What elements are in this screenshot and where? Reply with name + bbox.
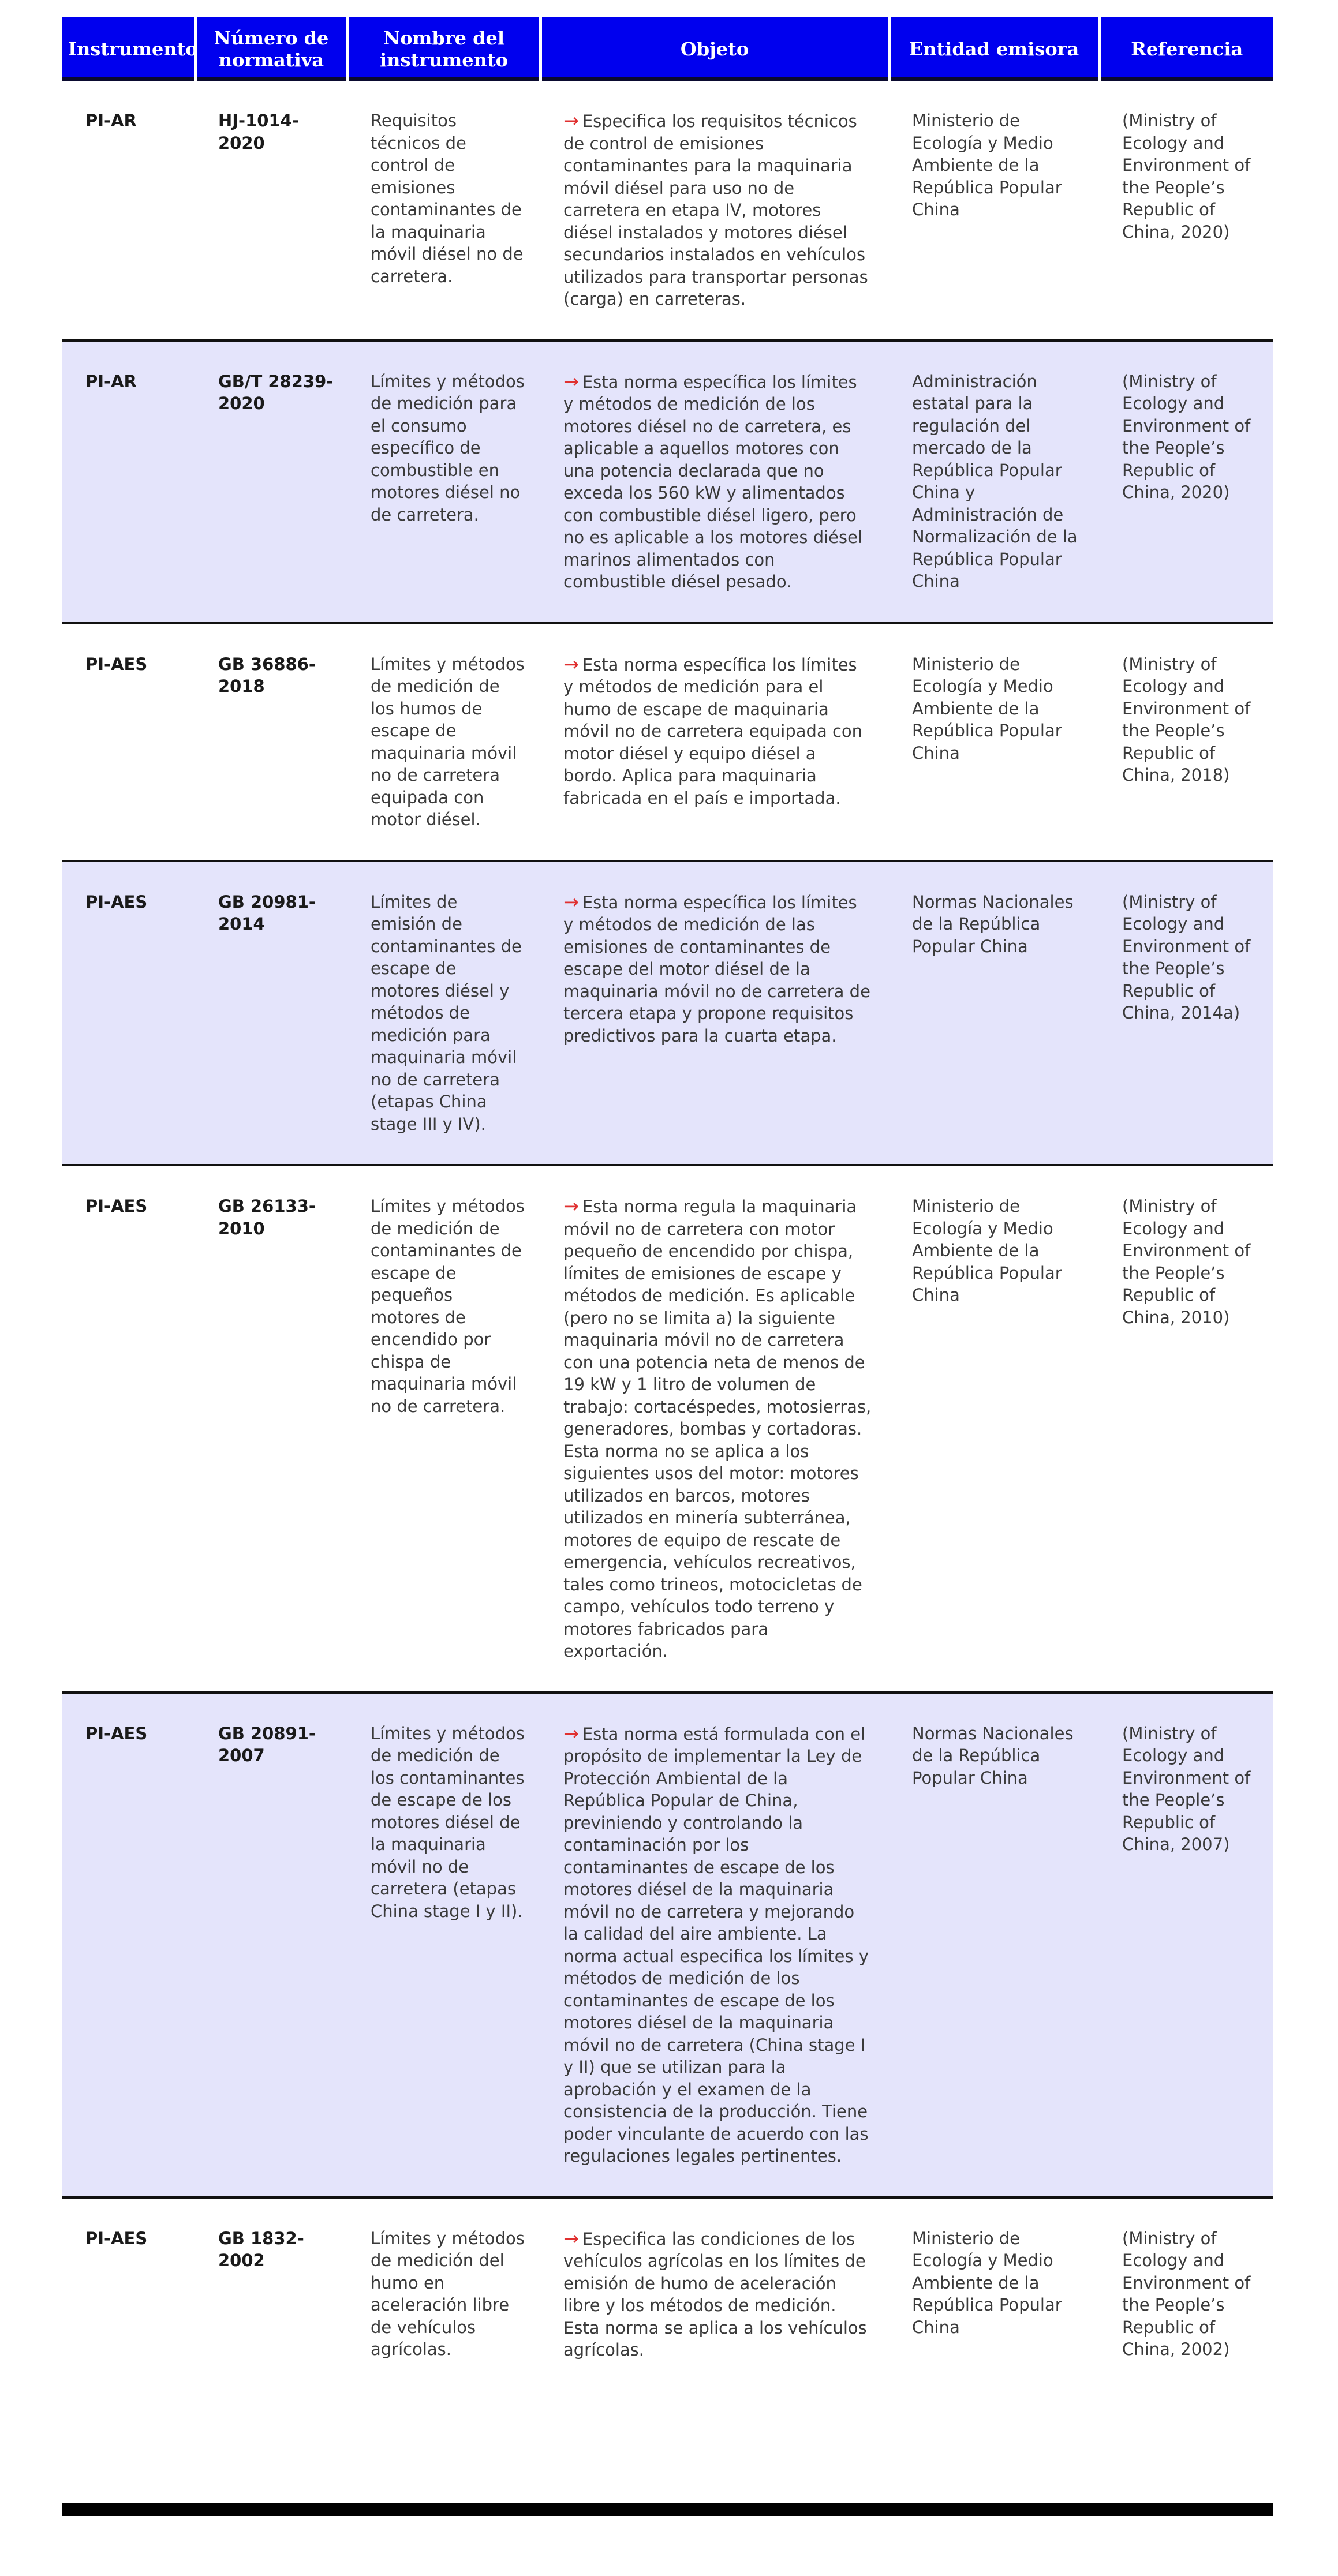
cell-objeto [540, 1693, 889, 2197]
objeto-text: Esta norma específica los límites y métodos de medición de los motores diésel no de carretera, es aplicable a aquellos motores con una potencia declarada que no exceda los 560 kW y alimentados con combustible diésel ligero, pero no es aplicable a los motores diésel marinos alimentados con combustible diésel pesado. [563, 372, 863, 591]
cell-instrumento: PI-AES [62, 623, 195, 861]
cell-nombre: Límites y métodos de medición de contaminantes de escape de pequeños motores de encendido por chispa de maquinaria móvil no de carretera. [347, 1165, 540, 1693]
cell-objeto [540, 1165, 889, 1693]
cell-entidad: Ministerio de Ecología y Medio Ambiente de la República Popular China [912, 2228, 1062, 2337]
table-row [62, 81, 1273, 340]
table-header [62, 17, 1273, 81]
arrow-right-icon: → [563, 2227, 579, 2249]
cell-instrumento: PI-AR [62, 81, 195, 340]
cell-entidad: Normas Nacionales de la República Popular China [889, 861, 1099, 1166]
cell-nombre: Límites y métodos de medición de los contaminantes de escape de los motores diésel de la maquinaria móvil no de carretera (etapas China stage I y II). [347, 1693, 540, 2197]
objeto-text: Especifica los requisitos técnicos de control de emisiones contaminantes para la maquinaria móvil diésel para uso no de carretera en etapa IV, motores diésel instalados y motores diésel secundarios instalados en vehículos utilizados para transportar personas (carga) en carreteras. [563, 111, 868, 309]
cell-nombre: Límites y métodos de medición para el consumo específico de combustible en motores diésel no de carretera. [347, 340, 540, 623]
table-body [62, 81, 1273, 2379]
cell-objeto [540, 861, 889, 1166]
cell-referencia: (Ministry of Ecology and Environment of the People’s Republic of China, 2014a) [1099, 861, 1273, 1166]
objeto-text: Esta norma regula la maquinaria móvil no de carretera con motor pequeño de encendido por chispa, límites de emisiones de escape y métodos de medición. Es aplicable (pero no se limita a) la siguiente maquinaria móvil no de carretera con una potencia neta de menos de 19 kW y 1 litro de volumen de trabajo: cortacéspedes, motosierras, generadores, bombas y cortadoras. Esta norma no se aplica a los siguientes usos del motor: motores utilizados en barcos, motores utilizados en minería subterránea, motores de equipo de rescate de emergencia, vehículos recreativos, tales como trineos, motocicletas de campo, vehículos todo terreno y motores fabricados para exportación. [563, 1197, 872, 1661]
header-nombre: Nombre del instrumento [347, 17, 540, 81]
arrow-right-icon: → [563, 890, 579, 913]
objeto-text: Esta norma específica los límites y métodos de medición de las emisiones de contaminantes de escape del motor diésel de la maquinaria móvil no de carretera de tercera etapa y propone requisitos predictivos para la cuarta etapa. [563, 892, 870, 1046]
header-numero: Número de normativa [195, 17, 347, 81]
table-row [62, 2197, 1273, 2379]
arrow-right-icon: → [563, 1722, 579, 1744]
cell-nombre: Límites y métodos de medición del humo en aceleración libre de vehículos agrícolas. [371, 2228, 525, 2359]
cell-numero: GB 20981-2014 [195, 861, 347, 1166]
cell-referencia: (Ministry of Ecology and Environment of the People’s Republic of China, 2010) [1099, 1165, 1273, 1693]
table-bottom-rule [62, 2503, 1273, 2516]
regulations-table [62, 17, 1273, 2379]
cell-numero: GB/T 28239-2020 [195, 340, 347, 623]
objeto-text: Especifica las condiciones de los vehículos agrícolas en los límites de emisión de humo de aceleración libre y los métodos de medición. Esta norma se aplica a los vehículos agrícolas. [563, 2229, 867, 2360]
cell-objeto [540, 340, 889, 623]
arrow-right-icon: → [563, 370, 579, 392]
header-instrumento: Instrumento [62, 17, 195, 81]
cell-numero: HJ-1014-2020 [195, 81, 347, 340]
cell-referencia: (Ministry of Ecology and Environment of the People’s Republic of China, 2002) [1122, 2228, 1251, 2359]
objeto-text: Esta norma está formulada con el propósito de implementar la Ley de Protección Ambiental de la República Popular de China, previniendo y controlando la contaminación por los contaminantes de escape de los motores diésel de la maquinaria móvil no de carretera y mejorando la calidad del aire ambiente. La norma actual especifica los límites y métodos de medición de los contaminantes de escape de los motores diésel de la maquinaria móvil no de carretera (China stage I y II) que se utilizan para la aprobación y el examen de la consistencia de la producción. Tiene poder vinculante de acuerdo con las regulaciones legales pertinentes. [563, 1724, 869, 2166]
table-row [62, 861, 1273, 1166]
objeto-text: Esta norma específica los límites y métodos de medición para el humo de escape de maquinaria móvil no de carretera equipada con motor diésel y equipo diésel a bordo. Aplica para maquinaria fabricada en el país e importada. [563, 654, 863, 808]
cell-instrumento: PI-AES [62, 1693, 195, 2197]
cell-numero: GB 1832-2002 [218, 2228, 304, 2270]
table-row [62, 340, 1273, 623]
cell-objeto [540, 81, 889, 340]
cell-objeto [540, 2197, 889, 2379]
cell-entidad: Ministerio de Ecología y Medio Ambiente de la República Popular China [889, 1165, 1099, 1693]
cell-referencia: (Ministry of Ecology and Environment of the People’s Republic of China, 2020) [1099, 340, 1273, 623]
header-row [62, 17, 1273, 81]
table-row [62, 1693, 1273, 2197]
cell-entidad: Ministerio de Ecología y Medio Ambiente de la República Popular China [889, 81, 1099, 340]
arrow-right-icon: → [563, 110, 579, 132]
header-referencia: Referencia [1099, 17, 1273, 81]
table-row [62, 1165, 1273, 1693]
cell-referencia: (Ministry of Ecology and Environment of the People’s Republic of China, 2007) [1099, 1693, 1273, 2197]
cell-entidad: Ministerio de Ecología y Medio Ambiente de la República Popular China [889, 623, 1099, 861]
cell-instrumento: PI-AES [85, 2228, 148, 2248]
cell-entidad: Normas Nacionales de la República Popular China [889, 1693, 1099, 2197]
cell-nombre: Límites de emisión de contaminantes de escape de motores diésel y métodos de medición para maquinaria móvil no de carretera (etapas China stage III y IV). [347, 861, 540, 1166]
cell-instrumento: PI-AR [62, 340, 195, 623]
table-row [62, 623, 1273, 861]
cell-numero: GB 20891-2007 [195, 1693, 347, 2197]
cell-referencia: (Ministry of Ecology and Environment of the People’s Republic of China, 2020) [1099, 81, 1273, 340]
cell-nombre: Requisitos técnicos de control de emisiones contaminantes de la maquinaria móvil diésel no de carretera. [347, 81, 540, 340]
cell-objeto [540, 623, 889, 861]
cell-numero: GB 36886-2018 [195, 623, 347, 861]
header-entidad: Entidad emisora [889, 17, 1099, 81]
cell-instrumento: PI-AES [62, 1165, 195, 1693]
cell-instrumento: PI-AES [62, 861, 195, 1166]
arrow-right-icon: → [563, 653, 579, 675]
regulations-table-container [62, 17, 1273, 2379]
arrow-right-icon: → [563, 1195, 579, 1217]
cell-numero: GB 26133-2010 [195, 1165, 347, 1693]
cell-entidad: Administración estatal para la regulación del mercado de la República Popular China y Administración de Normalización de la República Popular China [889, 340, 1099, 623]
cell-referencia: (Ministry of Ecology and Environment of the People’s Republic of China, 2018) [1099, 623, 1273, 861]
cell-nombre: Límites y métodos de medición de los humos de escape de maquinaria móvil no de carretera equipada con motor diésel. [347, 623, 540, 861]
header-objeto: Objeto [540, 17, 889, 81]
